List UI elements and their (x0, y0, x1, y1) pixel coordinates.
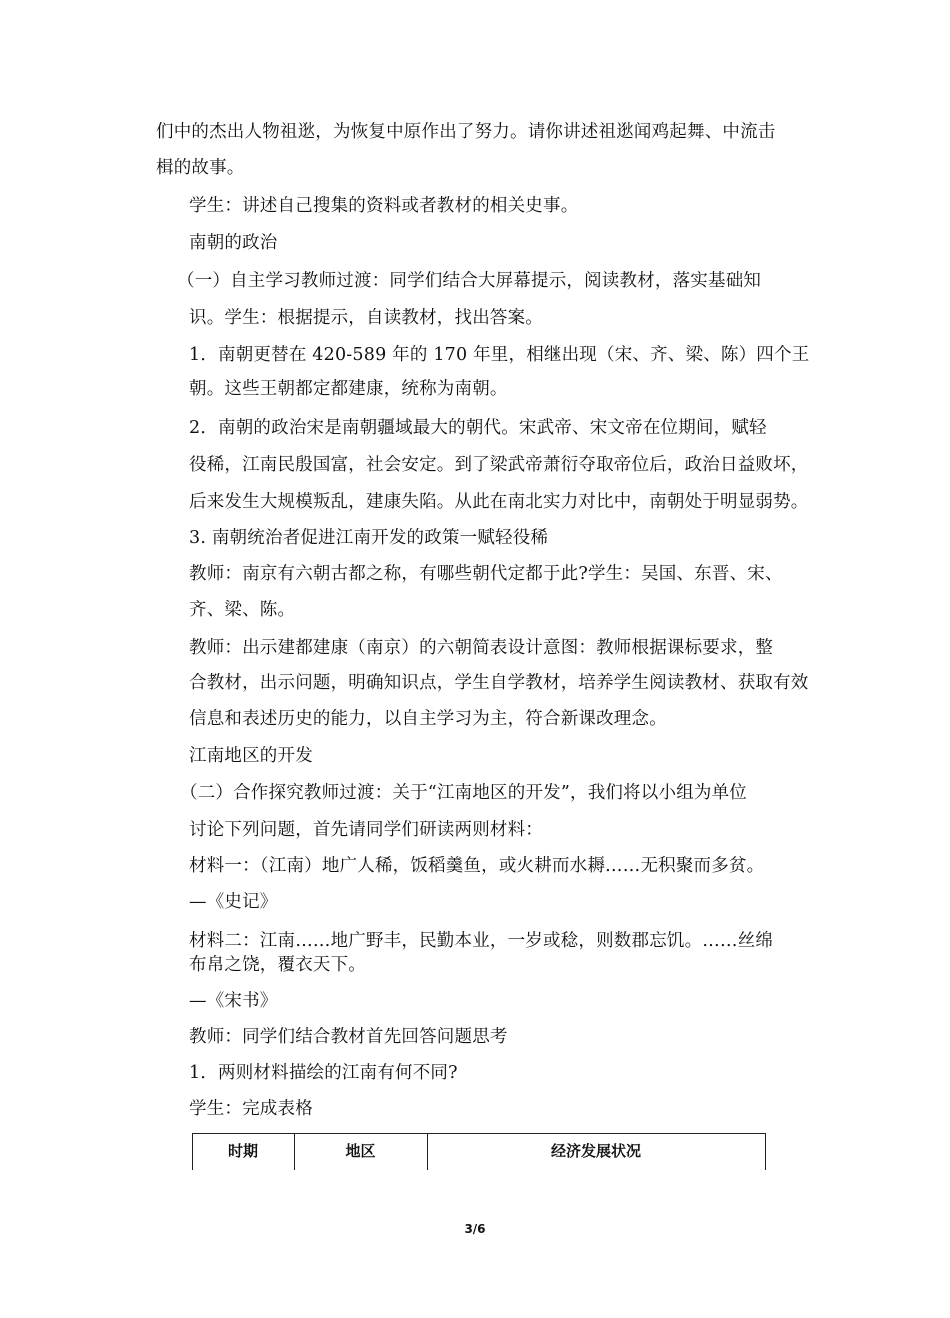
quote-source: —《宋书》 (189, 991, 278, 1011)
quote-line: 材料一：（江南）地广人稀，饭稻羹鱼，或火耕而水耨……无积聚而多贫。 (189, 856, 765, 876)
text-line: （一）自主学习教师过渡：同学们结合大屏幕提示，阅读教材，落实基础知 (177, 271, 762, 291)
quote-line: 材料二：江南……地广野丰，民勤本业，一岁或稔，则数郡忘饥。……丝绵 (189, 931, 774, 951)
text-line: 们中的杰出人物祖逖，为恢复中原作出了努力。请你讲述祖逖闻鸡起舞、中流击 (156, 122, 776, 142)
text-line: 后来发生大规模叛乱，建康失陷。从此在南北实力对比中，南朝处于明显弱势。 (189, 492, 809, 512)
text-line: 齐、梁、陈。 (189, 600, 296, 620)
text-line: （二）合作探究教师过渡：关于“江南地区的开发”，我们将以小组为单位 (180, 783, 747, 803)
table-border (765, 1134, 766, 1170)
text-line: 役稀，江南民殷国富，社会安定。到了梁武帝萧衍夺取帝位后，政治日益败坏， (189, 455, 809, 475)
table-header-economy: 经济发展状况 (550, 1142, 641, 1160)
text-line: 识。学生：根据提示，自读教材，找出答案。 (189, 308, 543, 328)
comparison-table (192, 1133, 766, 1170)
text-line: 教师：出示建都建康（南京）的六朝简表设计意图：教师根据课标要求，整 (189, 638, 774, 658)
text-line: 朝。这些王朝都定都建康，统称为南朝。 (189, 379, 508, 399)
text-line: 教师：同学们结合教材首先回答问题思考 (189, 1027, 508, 1047)
text-line: 学生：讲述自己搜集的资料或者教材的相关史事。 (189, 196, 579, 216)
text-line: 楫的故事。 (156, 158, 245, 178)
quote-line: 布帛之饶，覆衣天下。 (189, 955, 366, 975)
section-heading: 江南地区的开发 (189, 746, 313, 766)
quote-source: —《史记》 (189, 892, 278, 912)
table-header-period: 时期 (227, 1142, 258, 1160)
text-line: 合教材，出示问题，明确知识点，学生自学教材，培养学生阅读教材、获取有效 (189, 673, 809, 693)
table-header-region: 地区 (345, 1142, 376, 1160)
text-line: 1．两则材料描绘的江南有何不同? (189, 1063, 458, 1083)
text-line: 教师：南京有六朝古都之称，有哪些朝代定都于此?学生：吴国、东晋、宋、 (189, 564, 783, 584)
text-line: 学生：完成表格 (189, 1099, 313, 1119)
text-line: 信息和表述历史的能力，以自主学习为主，符合新课改理念。 (189, 709, 667, 729)
section-heading: 南朝的政治 (189, 233, 278, 253)
text-line: 讨论下列问题，首先请同学们研读两则材料： (189, 820, 543, 840)
page-number: 3/6 (464, 1222, 486, 1236)
text-line: 3. 南朝统治者促进江南开发的政策一赋轻役稀 (189, 528, 549, 548)
text-line: 2．南朝的政治宋是南朝疆域最大的朝代。宋武帝、宋文帝在位期间，赋轻 (189, 418, 767, 438)
text-line: 1．南朝更替在 420-589 年的 170 年里，相继出现（宋、齐、梁、陈）四个王 (189, 345, 810, 365)
